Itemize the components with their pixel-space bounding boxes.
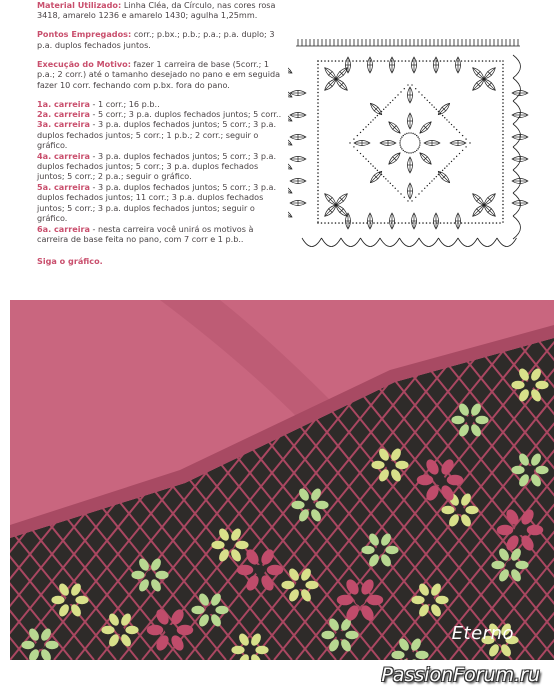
row-6-label: 6a. carreira [37,223,90,234]
material-paragraph [37,0,283,21]
row-2 [37,109,283,119]
row-1-text: - 1 corr.; 16 p.b.. [89,98,160,109]
row-6 [37,224,283,245]
row-1-label: 1a. carreira [37,98,90,109]
row-4-label: 4a. carreira [37,150,90,161]
row-3 [37,119,283,150]
row-5-text: - 3 p.a. duplos fechados juntos; 5 corr.; 3 p.a. duplos fechados juntos; 11 corr.; 3 p.a. duplos fechados juntos; 5 corr.; 3 p.a. duplos fechados juntos; seguir o gráfico. [37,181,277,224]
row-2-label: 2a. carreira [37,109,90,120]
chart-symbols [296,39,521,247]
row-4 [37,151,283,182]
row-5 [37,182,283,224]
footer-band [0,660,554,690]
row-5-label: 5a. carreira [37,181,90,192]
execution-text: fazer 1 carreira de base (5corr.; 1 p.a.; 2 corr.) até o tamanho desejado no pano e em seguida fazer 10 corr. fechando com p.bx. fora do pano. [37,58,281,90]
row-6-text: - nesta carreira você unirá os motivos à carreira de base feita no pano, com 7 corr e 1 p.b.. [37,223,254,244]
material-label: Material Utilizado: [37,0,122,10]
material-text: Linha Cléa, da Círculo, nas cores rosa 3418, amarelo 1236 e amarelo 1430; agulha 1,25mm. [37,0,276,21]
lace-photo [10,300,554,660]
row-4-text: - 3 p.a. duplos fechados juntos; 5 corr.; 3 p.a. duplos fechados juntos; 5 corr.; 3 p.a. duplos fechados juntos; 5 corr.; 2 p.a.; seguir o gráfico. [37,150,277,182]
chart-petal-clusters [288,57,528,229]
crochet-chart-diagram [288,33,530,258]
watermark: PassionForum.ru [381,664,540,686]
crochet-chart [288,33,530,258]
photo-title: Eterno [451,623,514,644]
execution-label: Execução do Motivo: [37,58,131,69]
stitches-paragraph [37,29,283,50]
lace-photo-image [10,300,554,660]
execution-paragraph [37,59,283,90]
row-1 [37,99,283,109]
stitches-text: corr.; p.bx.; p.b.; p.a.; p.a. duplo; 3 p.a. duplos fechados juntos. [37,29,275,50]
follow-chart-note: Siga o gráfico. [37,256,103,267]
row-3-label: 3a. carreira [37,119,90,130]
row-3-text: - 3 p.a. duplos fechados juntos; 5 corr.; 3 p.a. duplos fechados juntos; 5 corr.; 1 p.b.; 2 corr.; seguir o gráfico. [37,119,277,151]
stitches-label: Pontos Empregados: [37,29,132,40]
pattern-instructions [37,0,283,267]
row-instructions [37,99,283,245]
row-2-text: - 5 corr.; 3 p.a. duplos fechados juntos; 5 corr.. [89,109,282,120]
